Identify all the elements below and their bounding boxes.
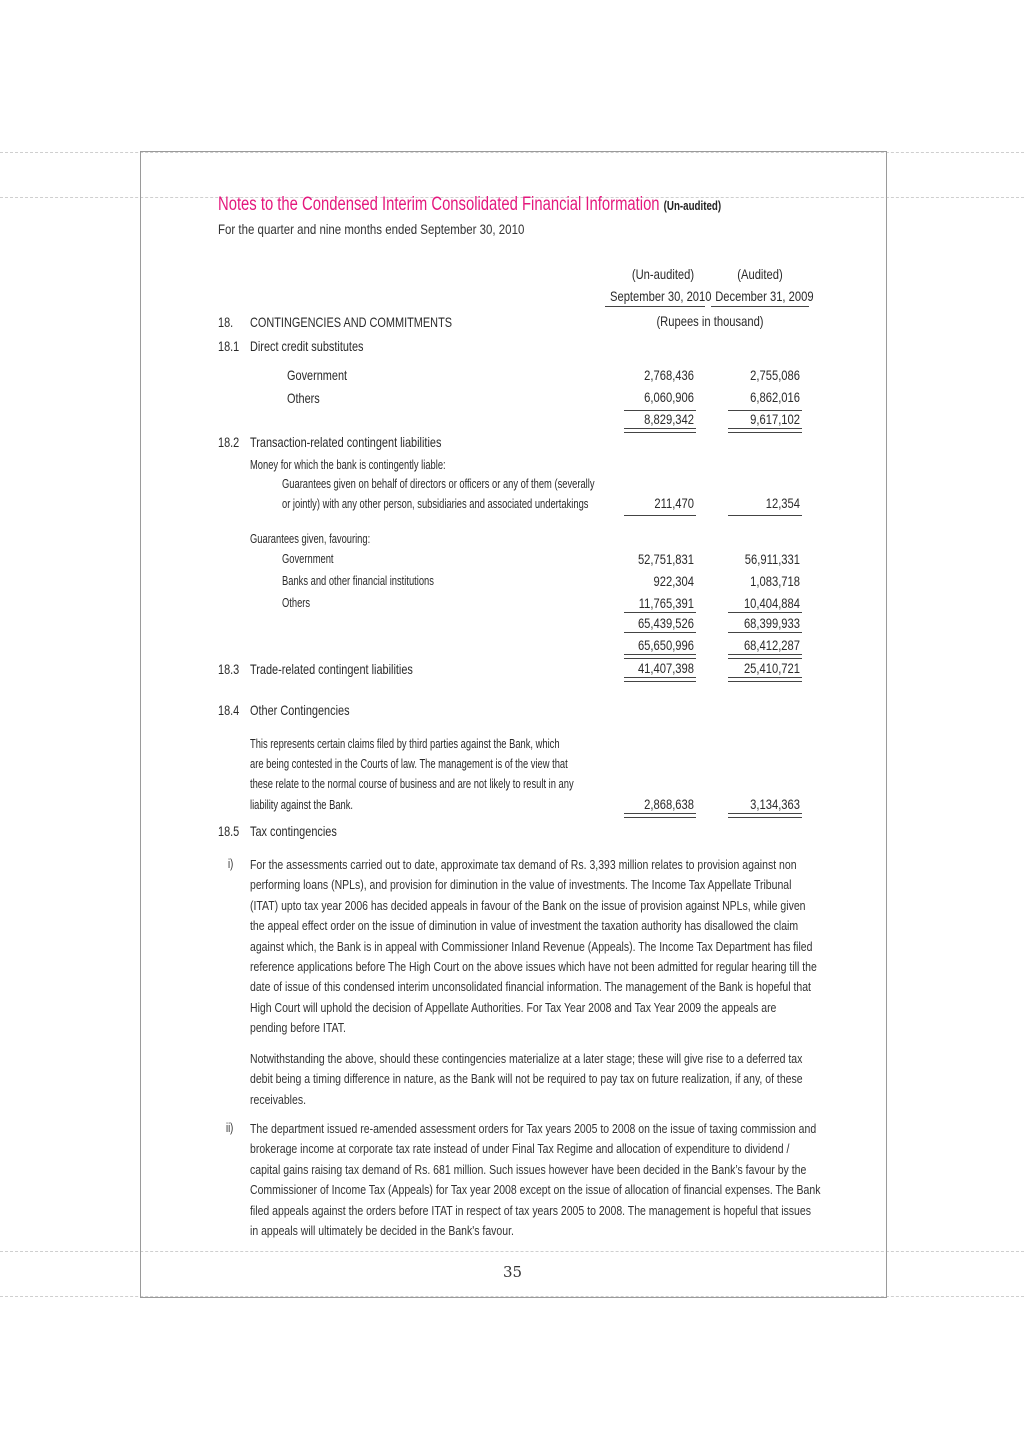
paragraph-line: The department issued re-amended assessment orders for Tax years 2005 to 2008 on the issue of taxing commission and <box>250 1121 817 1136</box>
row-value-col2: 10,404,884 <box>743 595 800 611</box>
tax-paragraph-i-continued <box>250 1049 808 1110</box>
total-double-rule <box>624 654 696 659</box>
col1-status-header: (Un-audited) <box>631 266 695 282</box>
total-value-col1: 8,829,342 <box>644 411 694 427</box>
contingency-text: these relate to the normal course of business and are not likely to result in any <box>250 776 574 791</box>
col2-date-header: December 31, 2009 <box>715 288 814 304</box>
paragraph-line: For the assessments carried out to date, approximate tax demand of Rs. 3,393 million relates to provision against non <box>250 857 797 872</box>
col1-header-rule <box>605 306 705 307</box>
page-number: 35 <box>503 1263 523 1281</box>
page-title <box>218 194 721 216</box>
subtotal-rule <box>728 515 802 516</box>
contingency-text: liability against the Bank. <box>250 797 354 812</box>
row-value-col1: 11,765,391 <box>638 595 694 611</box>
total-value-col1: 2,868,638 <box>644 796 694 812</box>
subtotal-rule <box>624 515 696 516</box>
paragraph-line: capital gains raising tax demand of Rs. 681 million. Such issues however have been decided in the Bank’s favour by the <box>250 1161 807 1177</box>
section-18-1-number: 18.1 <box>218 338 240 354</box>
row-label: Government <box>287 367 348 383</box>
row-value-col2: 2,755,086 <box>750 367 800 383</box>
page-subtitle: For the quarter and nine months ended September 30, 2010 <box>218 221 525 237</box>
paragraph-line: in appeals will ultimately be decided in the Bank's favour. <box>250 1223 514 1239</box>
units-header: (Rupees in thousand) <box>656 313 764 329</box>
total-double-rule <box>624 813 696 818</box>
section-18-2-number: 18.2 <box>218 434 240 450</box>
guarantee-value-col1: 211,470 <box>654 495 694 511</box>
guarantee-value-col2: 12,354 <box>765 495 800 511</box>
list-marker: ii) <box>226 1120 234 1135</box>
total-double-rule <box>624 428 696 433</box>
paragraph-line: debit being a timing difference in nature, as the Bank will not be required to pay tax on future realization, if any, of these <box>250 1071 803 1087</box>
paragraph-line: (ITAT) upto tax year 2006 has decided appeals in favour of the Bank on the issue of provision against NPLs, while given <box>250 897 806 913</box>
paragraph-line: performing loans (NPLs), and provision for diminution in the value of investments. The Income Tax Appellate Tribunal <box>250 877 792 893</box>
section-18-3-number: 18.3 <box>218 661 240 677</box>
section-18-5-number: 18.5 <box>218 823 240 839</box>
section-18-4-number: 18.4 <box>218 702 240 718</box>
total-value-col2: 68,412,287 <box>743 637 800 653</box>
section-18-3-title: Trade-related contingent liabilities <box>250 661 413 677</box>
total-value-col2: 3,134,363 <box>750 796 800 812</box>
paragraph-line: the appeal effect order on the issue of diminution in value of investment the taxation authority has disallowed the claim <box>250 918 799 934</box>
section-18-5-title: Tax contingencies <box>250 823 337 839</box>
col2-header-rule <box>711 306 809 307</box>
total-double-rule <box>624 677 696 682</box>
total-value-col2: 9,617,102 <box>750 411 800 427</box>
subtotal-value-col2: 68,399,933 <box>743 615 800 631</box>
total-double-rule <box>728 428 802 433</box>
page-title-suffix: (Un-audited) <box>663 199 722 213</box>
row-value-col1: 922,304 <box>653 573 694 589</box>
favouring-label: Guarantees given, favouring: <box>250 531 371 546</box>
page-title-text: Notes to the Condensed Interim Consolidated Financial Information <box>218 194 660 215</box>
paragraph-line: date of issue of this condensed interim unconsolidated financial information. The management of the Bank is hopeful that <box>250 979 811 995</box>
row-label: Government <box>282 551 334 566</box>
contingency-text: are being contested in the Courts of law. The management is of the view that <box>250 756 568 771</box>
row-value-col1: 2,768,436 <box>644 367 694 383</box>
total-double-rule <box>728 654 802 659</box>
total-value-col1: 41,407,398 <box>637 660 694 676</box>
guarantee-text: Guarantees given on behalf of directors or officers or any of them (severally <box>282 476 595 491</box>
subtotal-rule <box>624 612 696 613</box>
paragraph-line: Notwithstanding the above, should these contingencies materialize at a later stage; these will give rise to a deferred tax <box>250 1051 803 1066</box>
total-value-col2: 25,410,721 <box>743 660 800 676</box>
subtotal-rule <box>728 632 802 633</box>
paragraph-line: against which, the Bank is in appeal with Commissioner Inland Revenue (Appeals). The Income Tax Department has filed <box>250 938 813 954</box>
paragraph-line: receivables. <box>250 1091 307 1107</box>
section-18-4-title: Other Contingencies <box>250 702 350 718</box>
intro-text: Money for which the bank is contingently liable: <box>250 457 446 472</box>
contingency-text: This represents certain claims filed by third parties against the Bank, which <box>250 736 560 751</box>
row-value-col2: 1,083,718 <box>750 573 800 589</box>
paragraph-line: brokerage income at corporate tax rate instead of under Final Tax Regime and allocation of expenditure to dividend / <box>250 1141 790 1157</box>
row-value-col2: 6,862,016 <box>750 389 800 405</box>
guarantee-text: or jointly) with any other person, subsidiaries and associated undertakings <box>282 496 589 511</box>
col1-date-header: September 30, 2010 <box>610 288 712 304</box>
list-marker: i) <box>228 856 234 871</box>
row-label: Banks and other financial institutions <box>282 573 434 588</box>
section-18-1-title: Direct credit substitutes <box>250 338 364 354</box>
subtotal-value-col1: 65,439,526 <box>637 615 694 631</box>
subtotal-rule <box>728 612 802 613</box>
paragraph-line: High Court will uphold the decision of Appellate Authorities. For Tax Year 2008 and Tax Year 2009 the appeals are <box>250 999 777 1015</box>
row-value-col2: 56,911,331 <box>744 551 800 567</box>
paragraph-line: Commissioner of Income Tax (Appeals) for Tax year 2008 except on the issue of allocation of financial expenses. The Bank <box>250 1182 821 1198</box>
paragraph-line: filed appeals against the orders before ITAT in respect of tax years 2005 to 2008. The management is hopeful that issues <box>250 1202 811 1218</box>
total-double-rule <box>728 813 802 818</box>
total-value-col1: 65,650,996 <box>637 637 694 653</box>
col2-status-header: (Audited) <box>737 266 783 282</box>
tax-paragraph-i <box>250 855 817 1039</box>
paragraph-line: reference applications before The High Court on the above issues which have not been admitted for regular hearing till the <box>250 959 817 975</box>
row-label: Others <box>282 595 311 610</box>
section-18-title: CONTINGENCIES AND COMMITMENTS <box>250 314 453 330</box>
row-value-col1: 6,060,906 <box>644 389 694 405</box>
section-18-2-title: Transaction-related contingent liabilities <box>250 434 442 450</box>
row-value-col1: 52,751,831 <box>637 551 694 567</box>
row-label: Others <box>287 390 320 406</box>
subtotal-rule <box>624 632 696 633</box>
paragraph-line: pending before ITAT. <box>250 1020 346 1036</box>
section-18-number: 18. <box>218 314 234 330</box>
tax-paragraph-ii <box>250 1119 821 1241</box>
total-double-rule <box>728 677 802 682</box>
